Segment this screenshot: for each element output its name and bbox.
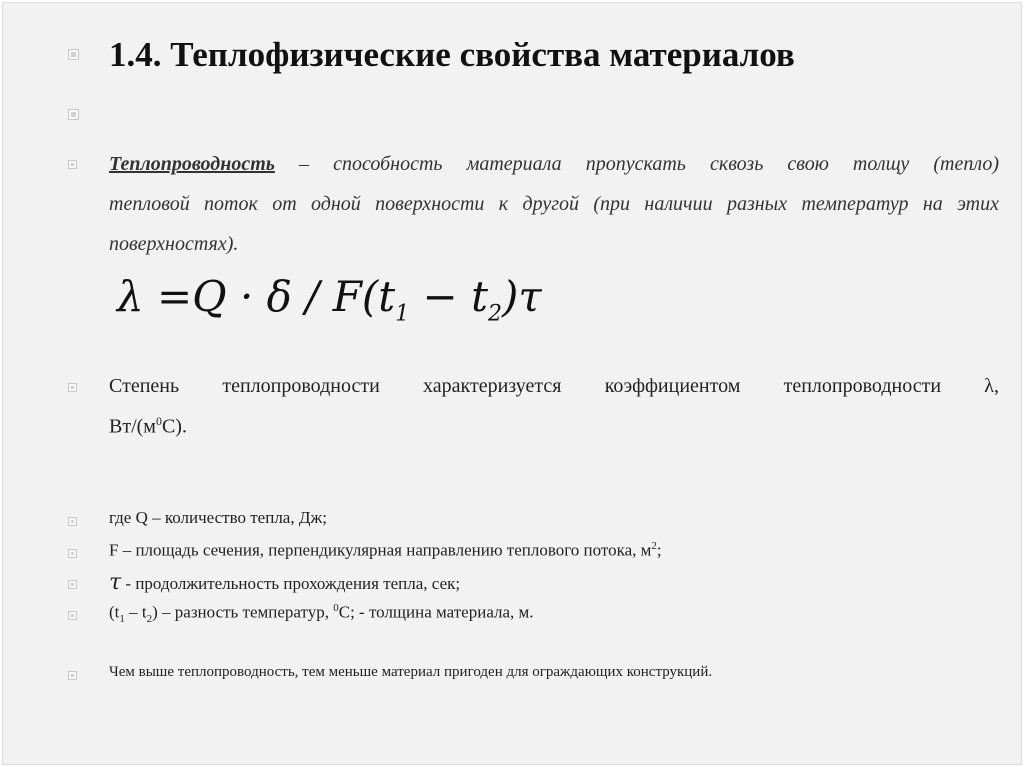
coefficient-unit-pre: Вт/(м xyxy=(109,415,156,438)
definition-line-3: поверхностях). xyxy=(109,233,239,255)
bullet-icon xyxy=(68,580,77,589)
bullet-icon xyxy=(68,109,79,120)
formula-sub-1: 1 xyxy=(395,301,410,327)
legend-t-sup: 0 xyxy=(333,602,339,614)
legend-q: где Q – количество тепла, Дж; xyxy=(109,508,327,527)
thermal-conductivity-formula xyxy=(117,272,542,326)
legend-f xyxy=(109,540,662,561)
bullet-icon xyxy=(68,49,79,60)
coefficient-line-1: Степень теплопроводности характеризуется коэффициентом теплопроводности λ, xyxy=(109,375,999,397)
conclusion-note: Чем выше теплопроводность, тем меньше материал пригоден для ограждающих конструкций. xyxy=(109,664,713,680)
legend-f-post: ; xyxy=(656,540,662,560)
legend-t-rest-post: С; - толщина материала, м. xyxy=(338,602,534,622)
definition-line-1-rest: – способность материала пропускать сквозь свою толщу (тепло) xyxy=(274,153,999,175)
coefficient-line-2 xyxy=(109,414,187,439)
formula-lhs: λ =Q · δ / F(t xyxy=(117,272,396,321)
legend-t-mid: – t xyxy=(124,602,147,622)
legend-tau xyxy=(109,570,460,595)
coefficient-unit-sup: 0 xyxy=(155,414,162,428)
legend-t-open: (t xyxy=(109,602,120,622)
bullet-icon xyxy=(68,671,77,680)
definition-line-1 xyxy=(109,144,999,184)
definition-term: Теплопроводность xyxy=(109,153,275,175)
bullet-icon xyxy=(68,611,77,620)
legend-t xyxy=(109,602,534,625)
bullet-icon xyxy=(68,549,77,558)
legend-t-sub-1: 1 xyxy=(119,613,125,626)
formula-mid: − t xyxy=(409,272,488,321)
slide-title: 1.4. Теплофизические свойства материалов xyxy=(109,35,795,74)
formula-rhs: )τ xyxy=(501,272,542,321)
legend-f-sup: 2 xyxy=(651,540,657,552)
bullet-icon xyxy=(68,517,77,526)
tau-symbol: τ xyxy=(109,570,122,595)
legend-t-sub-2: 2 xyxy=(146,613,153,626)
bullet-icon xyxy=(68,383,77,392)
formula-sub-2: 2 xyxy=(487,301,502,327)
definition-line-2: тепловой поток от одной поверхности к другой (при наличии разных температур на этих xyxy=(109,193,999,215)
coefficient-unit-post: С). xyxy=(161,415,187,438)
legend-t-rest-pre: ) – разность температур, xyxy=(152,602,334,622)
bullet-icon xyxy=(68,160,77,169)
definition-paragraph xyxy=(109,144,999,264)
legend-tau-text: - продолжительность прохождения тепла, сек; xyxy=(121,574,461,593)
legend-f-text: F – площадь сечения, перпендикулярная направлению теплового потока, м xyxy=(109,540,652,560)
